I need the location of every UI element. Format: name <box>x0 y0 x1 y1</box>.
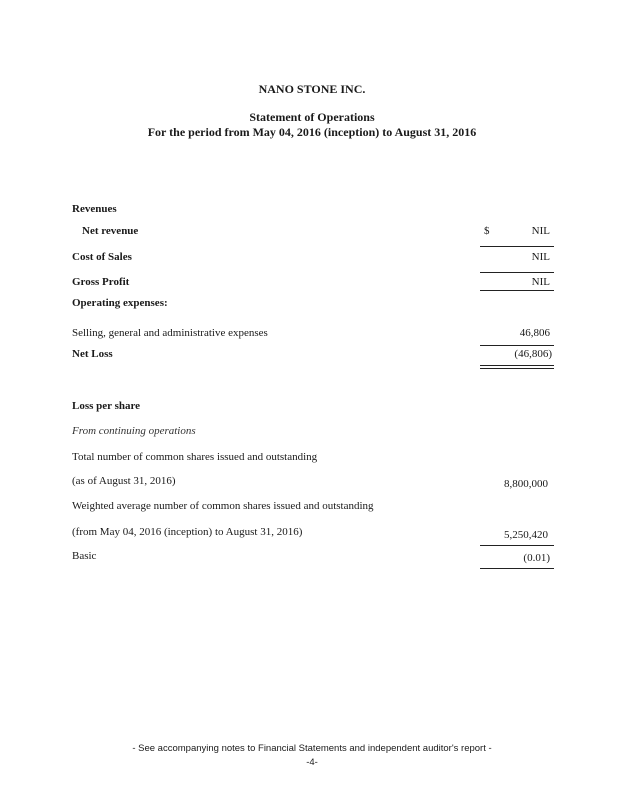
divider-line <box>480 272 554 273</box>
weighted-shares-value: 5,250,420 <box>504 529 548 541</box>
total-shares-value: 8,800,000 <box>504 478 548 490</box>
total-shares-label: Total number of common shares issued and outstanding <box>72 451 318 463</box>
cost-of-sales-label: Cost of Sales <box>72 251 132 263</box>
net-loss-label: Net Loss <box>72 348 113 360</box>
double-underline-bottom <box>480 368 554 369</box>
divider-line <box>480 568 554 569</box>
divider-line <box>480 345 554 346</box>
net-loss-value: (46,806) <box>514 348 552 360</box>
loss-per-share-heading: Loss per share <box>72 400 141 412</box>
basic-label: Basic <box>72 550 97 562</box>
divider-line <box>480 290 554 291</box>
footer-note: - See accompanying notes to Financial Statements and independent auditor's report - <box>132 743 492 754</box>
double-underline-top <box>480 365 554 366</box>
page-number: -4- <box>306 757 318 768</box>
statement-period: For the period from May 04, 2016 (inception) to August 31, 2016 <box>147 125 477 139</box>
weighted-shares-label: Weighted average number of common shares issued and outstanding <box>72 500 374 512</box>
divider-line <box>480 246 554 247</box>
net-revenue-label: Net revenue <box>82 225 139 237</box>
company-name: NANO STONE INC. <box>258 82 366 96</box>
continuing-operations-label: From continuing operations <box>72 425 196 437</box>
currency-symbol: $ <box>484 225 490 237</box>
gross-profit-value: NIL <box>531 276 550 288</box>
statement-title: Statement of Operations <box>249 110 375 124</box>
revenues-heading: Revenues <box>72 203 117 215</box>
net-revenue-value: NIL <box>531 225 550 237</box>
total-shares-date: (as of August 31, 2016) <box>72 475 176 487</box>
basic-value: (0.01) <box>523 552 550 564</box>
sga-label: Selling, general and administrative expenses <box>72 327 268 339</box>
divider-line <box>480 545 554 546</box>
cost-of-sales-value: NIL <box>531 251 550 263</box>
weighted-shares-period: (from May 04, 2016 (inception) to August 31, 2016) <box>72 526 303 538</box>
sga-value: 46,806 <box>519 327 550 339</box>
operating-expenses-heading: Operating expenses: <box>72 297 168 309</box>
gross-profit-label: Gross Profit <box>72 276 130 288</box>
